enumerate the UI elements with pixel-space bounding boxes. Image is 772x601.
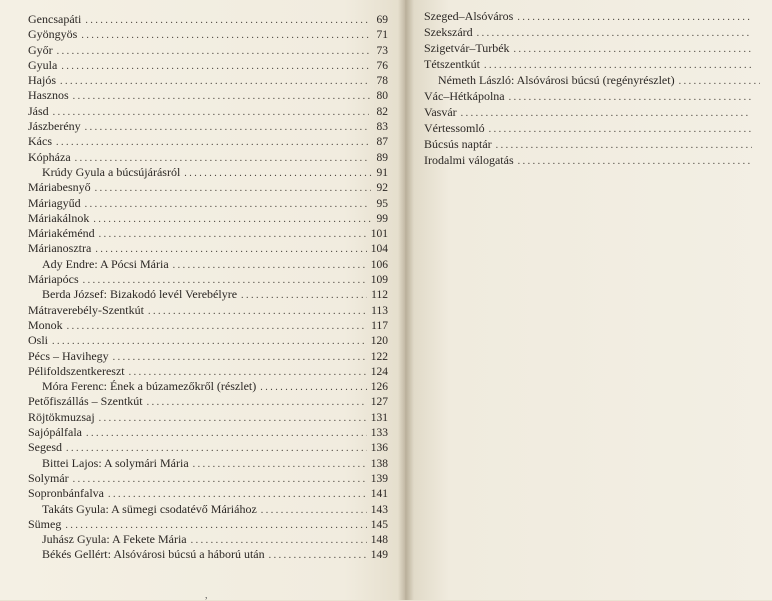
dot-leader bbox=[95, 242, 366, 257]
toc-entry-title: Máriakéménd bbox=[28, 226, 95, 241]
dot-leader bbox=[86, 426, 367, 441]
toc-subentry bbox=[28, 547, 388, 562]
dot-leader bbox=[679, 74, 760, 90]
toc-page-number: 113 bbox=[371, 304, 388, 317]
toc-entry bbox=[28, 303, 388, 318]
dot-leader bbox=[269, 548, 367, 563]
toc-page-number: 133 bbox=[370, 427, 388, 440]
dot-leader bbox=[113, 350, 367, 365]
toc-page-number: 122 bbox=[370, 350, 388, 363]
dot-leader bbox=[193, 457, 367, 472]
toc-page-number: 139 bbox=[370, 472, 388, 485]
toc-entry-title: Ady Endre: A Pócsi Mária bbox=[42, 256, 169, 271]
toc-entry bbox=[28, 104, 388, 119]
toc-entry-title: Monok bbox=[28, 317, 63, 332]
toc-page-number: 127 bbox=[370, 396, 388, 409]
toc-page-number: 87 bbox=[376, 136, 388, 149]
toc-entry-title: Sopronbánfalva bbox=[28, 486, 104, 501]
dot-leader bbox=[191, 533, 367, 548]
toc-page-number: 95 bbox=[376, 197, 388, 210]
toc-entry-title: Pécs – Havihegy bbox=[28, 348, 109, 363]
toc-entry-title: Vasvár bbox=[424, 105, 457, 119]
toc-entry bbox=[28, 134, 388, 149]
toc-entry bbox=[28, 226, 388, 241]
dot-leader bbox=[147, 395, 367, 410]
dot-leader bbox=[57, 44, 369, 59]
dot-leader bbox=[65, 518, 366, 533]
dot-leader bbox=[184, 166, 372, 181]
dot-leader bbox=[83, 273, 367, 288]
dot-leader bbox=[75, 151, 370, 166]
toc-page-number: 101 bbox=[370, 228, 388, 241]
toc-page-number: 145 bbox=[370, 518, 388, 531]
toc-entry-title: Vértessomló bbox=[424, 121, 485, 135]
toc-entry bbox=[28, 211, 388, 226]
toc-page-number: 117 bbox=[371, 319, 388, 332]
dot-leader bbox=[496, 138, 752, 154]
dot-leader bbox=[477, 26, 751, 42]
toc-entry bbox=[424, 40, 764, 56]
dot-leader bbox=[129, 365, 367, 380]
dot-leader bbox=[67, 319, 368, 334]
toc-page-number: 131 bbox=[370, 411, 388, 424]
dot-leader bbox=[52, 334, 367, 349]
dot-leader bbox=[489, 122, 752, 138]
toc-entry-title: Kács bbox=[28, 134, 52, 149]
toc-entry-title: Jászberény bbox=[28, 119, 81, 134]
toc-entry bbox=[28, 394, 388, 409]
toc-entry bbox=[28, 73, 388, 88]
toc-page-number: 120 bbox=[370, 335, 388, 348]
toc-page-number: 99 bbox=[376, 212, 388, 225]
dot-leader bbox=[241, 288, 367, 303]
toc-entry bbox=[424, 24, 764, 40]
toc-entry-title: Gyula bbox=[28, 57, 58, 72]
toc-entry bbox=[28, 333, 388, 348]
toc-entry-title: Osli bbox=[28, 333, 49, 348]
dot-leader bbox=[85, 197, 371, 212]
dot-leader bbox=[85, 13, 370, 28]
toc-subentry bbox=[28, 532, 388, 547]
toc-page-number: 69 bbox=[376, 14, 388, 26]
dot-leader bbox=[53, 105, 369, 120]
toc-page-number: 91 bbox=[376, 166, 388, 179]
toc-entry-title: Petőfiszállás – Szentkút bbox=[28, 394, 143, 409]
toc-entry-title: Hasznos bbox=[28, 88, 69, 103]
toc-entry bbox=[28, 425, 388, 440]
toc-entry-title: Máriakálnok bbox=[28, 210, 90, 225]
toc-entry bbox=[28, 119, 388, 134]
dot-leader bbox=[73, 89, 370, 104]
dot-leader bbox=[85, 120, 371, 135]
toc-entry bbox=[28, 241, 388, 256]
toc-page-number: 141 bbox=[370, 488, 388, 501]
toc-entry bbox=[424, 120, 764, 136]
dot-leader bbox=[518, 154, 753, 170]
toc-entry bbox=[28, 58, 388, 73]
dot-leader bbox=[260, 380, 367, 395]
toc-entry bbox=[28, 12, 388, 27]
toc-page-number: 78 bbox=[376, 75, 388, 88]
toc-entry bbox=[28, 410, 388, 425]
toc-entry-title: Sümeg bbox=[28, 516, 62, 531]
toc-page-number: 112 bbox=[371, 289, 388, 302]
toc-entry bbox=[28, 471, 388, 486]
toc-subentry bbox=[28, 287, 388, 302]
page-mark: , bbox=[205, 590, 208, 601]
dot-leader bbox=[95, 181, 371, 196]
toc-entry-title: Mátraverebély-Szentkút bbox=[28, 302, 144, 317]
toc-entry-title: Szigetvár–Turbék bbox=[424, 41, 510, 55]
toc-entry bbox=[28, 364, 388, 379]
toc-entry bbox=[28, 150, 388, 165]
dot-leader bbox=[73, 472, 367, 487]
toc-entry bbox=[28, 43, 388, 58]
dot-leader bbox=[93, 212, 370, 227]
toc-page-number: 89 bbox=[376, 151, 388, 164]
toc-entry-title: Juhász Gyula: A Fekete Mária bbox=[42, 532, 187, 547]
toc-entry-title: Tétszentkút bbox=[424, 57, 480, 71]
dot-leader bbox=[461, 106, 750, 122]
toc-entry-title: Máriabesnyő bbox=[28, 180, 91, 195]
toc-entry-title: Kópháza bbox=[28, 149, 71, 164]
toc-page-number: 92 bbox=[376, 182, 388, 195]
toc-entry-title: Békés Gellért: Alsóvárosi búcsú a háború után bbox=[42, 547, 265, 562]
toc-page-number: 136 bbox=[370, 442, 388, 455]
toc-entry-title: Németh László: Alsóvárosi búcsú (regényrészlet) bbox=[438, 73, 675, 87]
toc-page-number: 109 bbox=[370, 274, 388, 287]
toc-entry bbox=[424, 88, 764, 104]
dot-leader bbox=[261, 503, 367, 518]
toc-subentry bbox=[28, 379, 388, 394]
toc-page-number: 82 bbox=[376, 105, 388, 118]
toc-entry bbox=[28, 180, 388, 195]
toc-entry bbox=[424, 8, 764, 24]
toc-entry-title: Pélifoldszentkereszt bbox=[28, 363, 125, 378]
toc-page-number: 126 bbox=[370, 381, 388, 394]
dot-leader bbox=[173, 258, 367, 273]
dot-leader bbox=[99, 227, 367, 242]
toc-page-number: 76 bbox=[376, 59, 388, 72]
toc-entry-title: Sajópálfala bbox=[28, 425, 82, 440]
toc-entry-title: Irodalmi válogatás bbox=[424, 153, 514, 167]
toc-subentry bbox=[28, 502, 388, 517]
toc-entry-title: Krúdy Gyula a búcsújárásról bbox=[42, 164, 181, 179]
toc-entry-title: Röjtökmuzsaj bbox=[28, 409, 95, 424]
toc-entry-title: Márianosztra bbox=[28, 241, 92, 256]
toc-entry bbox=[28, 318, 388, 333]
toc-entry-title: Szekszárd bbox=[424, 25, 473, 39]
toc-page-number: 149 bbox=[370, 549, 388, 562]
toc-entry-title: Máriapócs bbox=[28, 272, 79, 287]
toc-entry bbox=[424, 56, 764, 72]
toc-entry bbox=[424, 152, 764, 168]
toc-page-number: 83 bbox=[376, 121, 388, 134]
toc-entry-title: Segesd bbox=[28, 440, 62, 455]
toc-entry bbox=[28, 349, 388, 364]
dot-leader bbox=[60, 74, 369, 89]
toc-entry-title: Bittei Lajos: A solymári Mária bbox=[42, 455, 189, 470]
toc-entry bbox=[28, 196, 388, 211]
toc-entry-title: Takáts Gyula: A sümegi csodatévő Máriához bbox=[42, 501, 257, 516]
dot-leader bbox=[81, 28, 370, 43]
dot-leader bbox=[108, 487, 367, 502]
dot-leader bbox=[517, 10, 752, 26]
toc-entry-title: Máriagyűd bbox=[28, 195, 81, 210]
toc-entry-title: Hajós bbox=[28, 73, 56, 88]
toc-page-number: 138 bbox=[370, 457, 388, 470]
toc-subentry bbox=[28, 456, 388, 471]
toc-subentry bbox=[28, 257, 388, 272]
toc-entry bbox=[28, 517, 388, 532]
toc-entry bbox=[28, 27, 388, 42]
dot-leader bbox=[56, 135, 369, 150]
toc-page-number: 143 bbox=[370, 503, 388, 516]
left-toc-list bbox=[28, 12, 388, 563]
dot-leader bbox=[148, 304, 367, 319]
toc-entry-title: Szeged–Alsóváros bbox=[424, 9, 514, 23]
book-gutter bbox=[398, 0, 414, 600]
dot-leader bbox=[61, 59, 369, 74]
toc-entry bbox=[28, 272, 388, 287]
toc-entry bbox=[28, 440, 388, 455]
toc-entry bbox=[424, 136, 764, 152]
toc-entry-title: Solymár bbox=[28, 470, 69, 485]
toc-entry-title: Móra Ferenc: Ének a búzamezőkről (részlet) bbox=[42, 379, 257, 394]
toc-entry-title: Búcsús naptár bbox=[424, 137, 492, 151]
dot-leader bbox=[509, 90, 753, 106]
toc-page-number: 73 bbox=[376, 44, 388, 57]
toc-entry-title: Vác–Hétkápolna bbox=[424, 89, 505, 103]
toc-entry bbox=[424, 104, 764, 120]
dot-leader bbox=[99, 411, 367, 426]
toc-entry bbox=[28, 486, 388, 501]
toc-subentry bbox=[28, 165, 388, 180]
toc-entry bbox=[28, 88, 388, 103]
toc-page-number: 71 bbox=[376, 29, 388, 42]
toc-subentry bbox=[424, 72, 764, 88]
toc-page-number: 124 bbox=[370, 365, 388, 378]
toc-page-number: 148 bbox=[370, 534, 388, 547]
toc-entry-title: Berda József: Bizakodó levél Verebélyre bbox=[42, 287, 238, 302]
toc-page-number: 80 bbox=[376, 90, 388, 103]
dot-leader bbox=[66, 441, 367, 456]
dot-leader bbox=[514, 42, 753, 58]
right-toc-list bbox=[424, 8, 764, 168]
toc-page-number: 104 bbox=[370, 243, 388, 256]
toc-page-number: 106 bbox=[370, 258, 388, 271]
toc-entry-title: Gyöngyös bbox=[28, 27, 78, 42]
toc-entry-title: Győr bbox=[28, 42, 53, 57]
toc-entry-title: Gencsapáti bbox=[28, 12, 82, 26]
toc-entry-title: Jásd bbox=[28, 103, 49, 118]
